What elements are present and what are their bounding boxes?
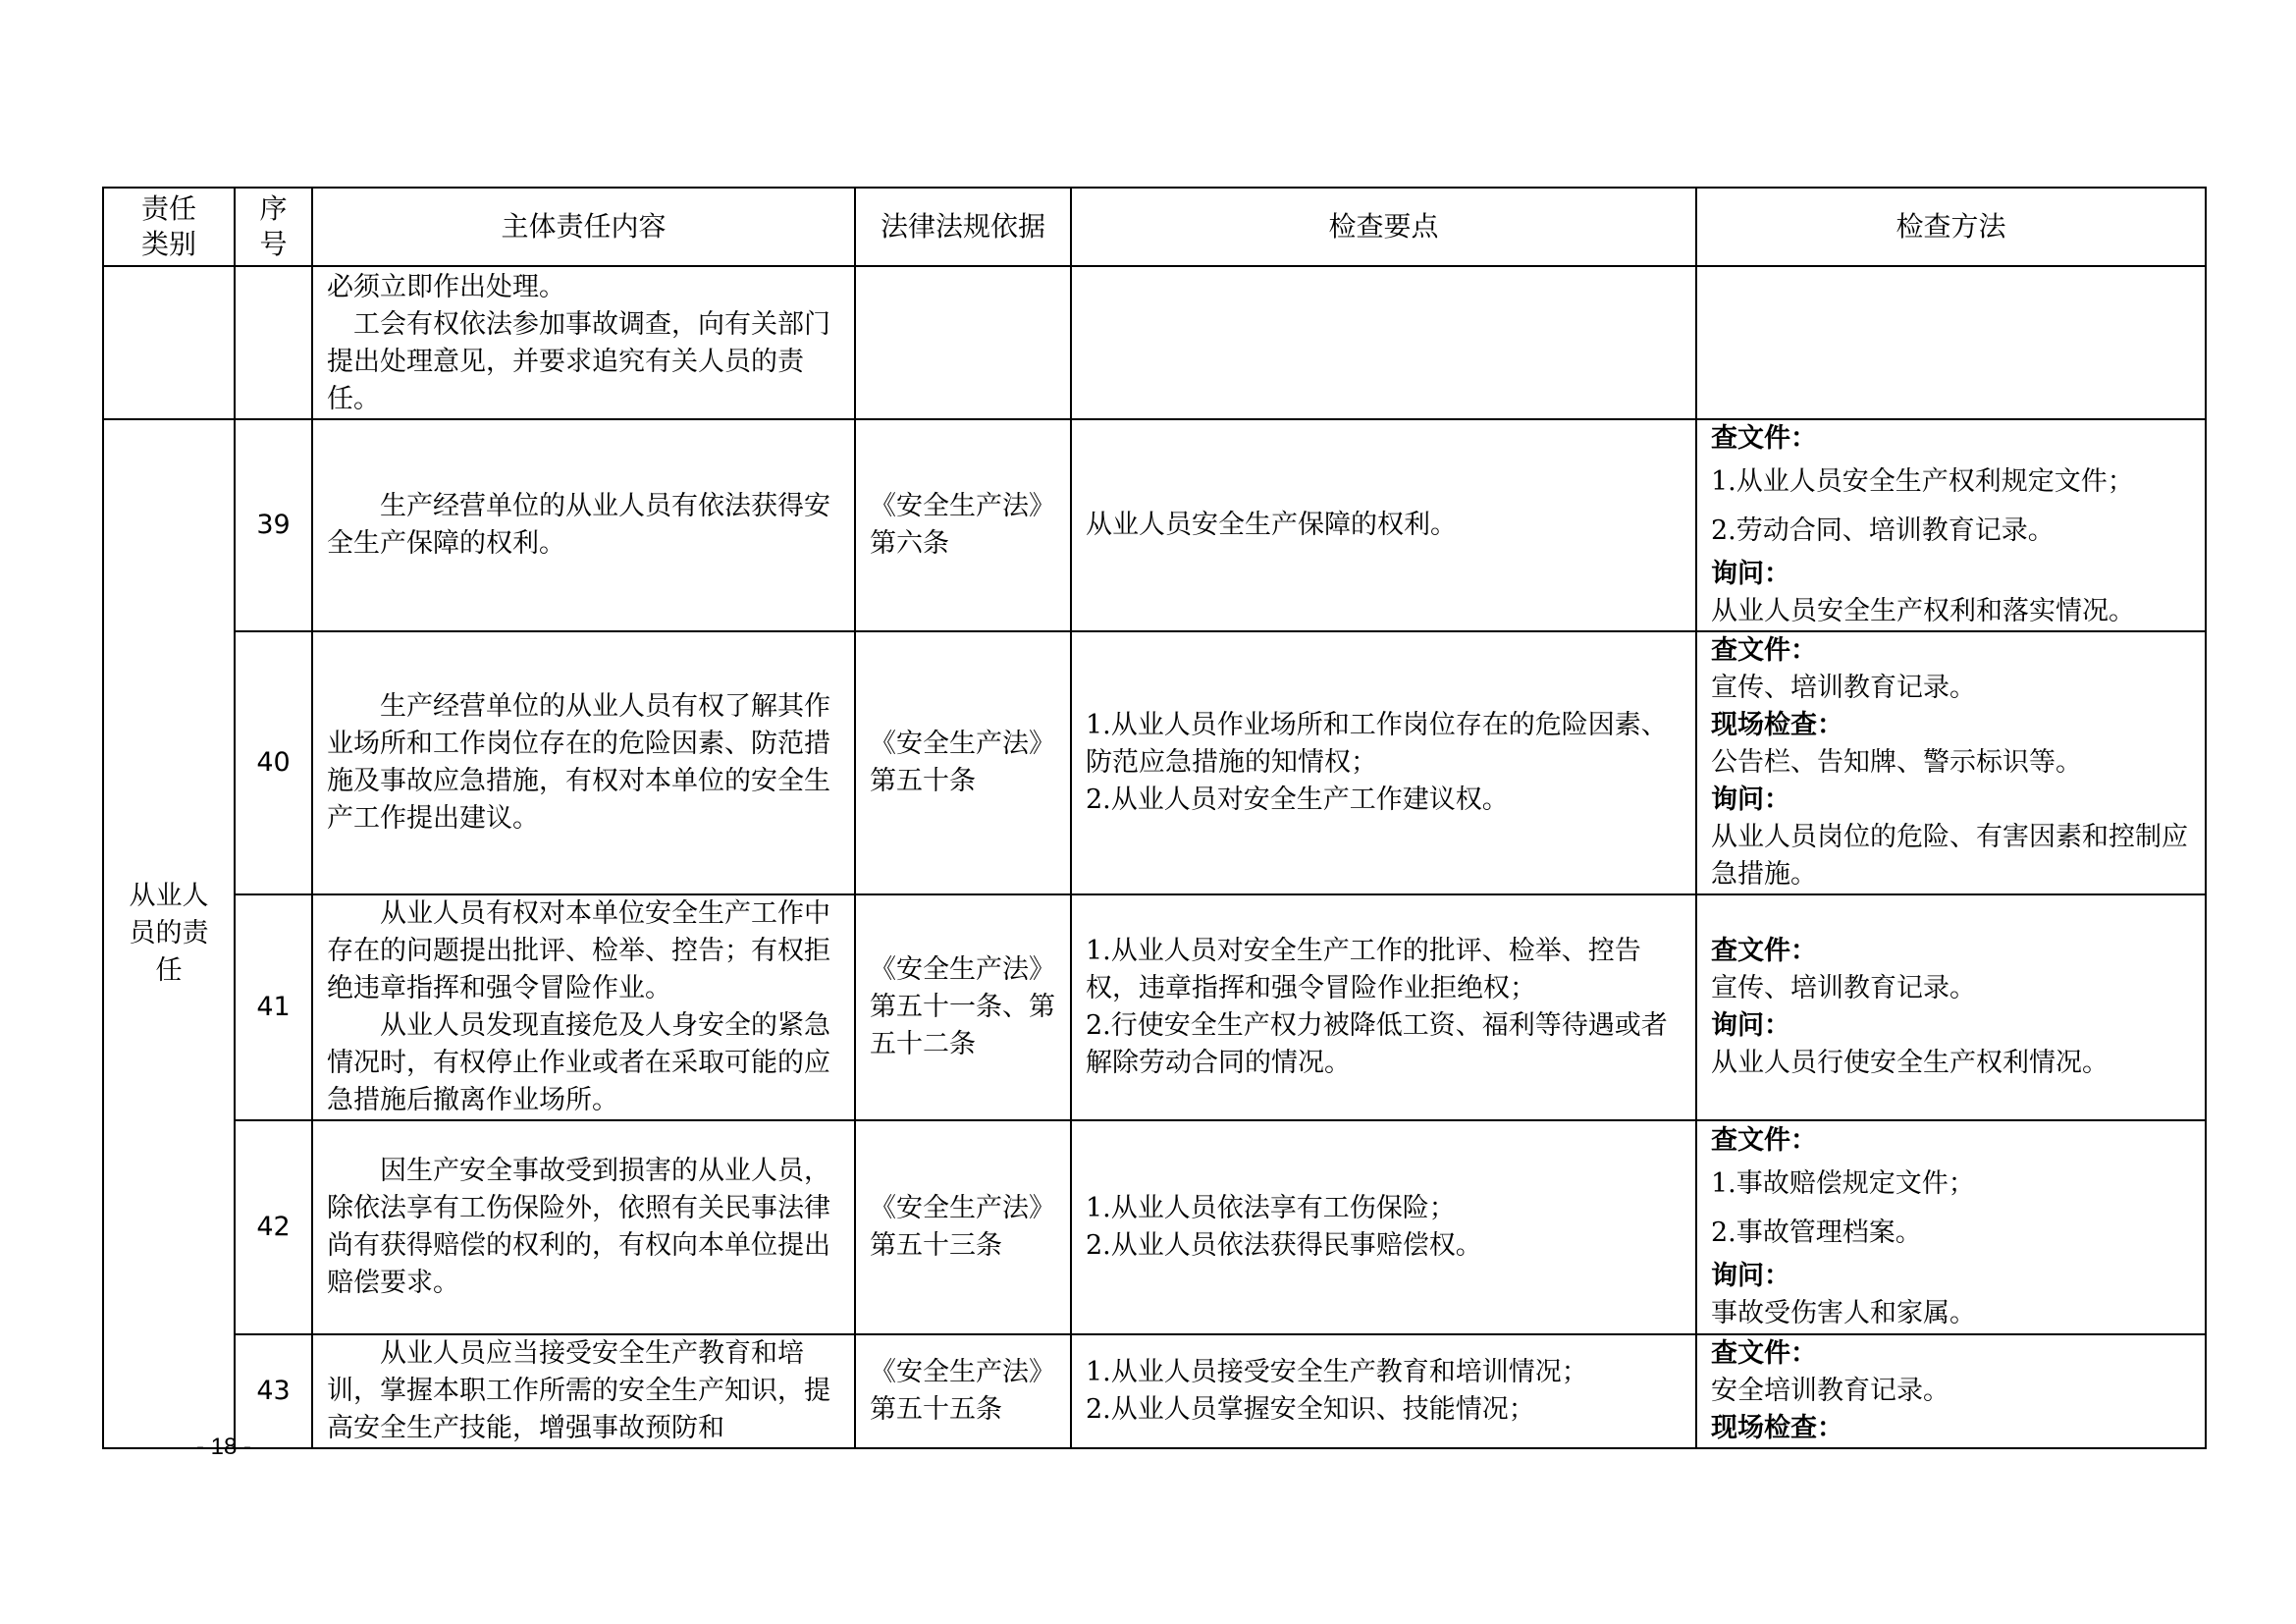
continuation-number xyxy=(235,266,312,419)
continuation-content: 必须立即作出处理。 工会有权依法参加事故调查，向有关部门提出处理意见，并要求追究有关人员的责任。 xyxy=(312,266,855,419)
continuation-method xyxy=(1696,266,2206,419)
table-row xyxy=(103,631,2206,894)
row-number: 43 xyxy=(235,1334,312,1448)
row-basis: 《安全生产法》 第五十五条 xyxy=(855,1334,1071,1448)
table-row xyxy=(103,1120,2206,1334)
header-method: 检查方法 xyxy=(1696,188,2206,266)
row-points: 从业人员安全生产保障的权利。 xyxy=(1071,419,1696,631)
continuation-basis xyxy=(855,266,1071,419)
header-basis: 法律法规依据 xyxy=(855,188,1071,266)
continuation-points xyxy=(1071,266,1696,419)
header-number: 序 号 xyxy=(235,188,312,266)
header-category: 责任 类别 xyxy=(103,188,235,266)
header-content: 主体责任内容 xyxy=(312,188,855,266)
header-points: 检查要点 xyxy=(1071,188,1696,266)
responsibility-table xyxy=(102,187,2207,1449)
row-number: 39 xyxy=(235,419,312,631)
continuation-category xyxy=(103,266,235,419)
row-content: 从业人员有权对本单位安全生产工作中存在的问题提出批评、检举、控告；有权拒绝违章指挥和强令冒险作业。 从业人员发现直接危及人身安全的紧急情况时，有权停止作业或者在采取可能的应急措施后撤离作业场所。 xyxy=(312,894,855,1120)
row-method: 查文件： 宣传、培训教育记录。 现场检查： 公告栏、告知牌、警示标识等。 询问： 从业人员岗位的危险、有害因素和控制应急措施。 xyxy=(1696,631,2206,894)
row-basis: 《安全生产法》 第五十一条、第 五十二条 xyxy=(855,894,1071,1120)
row-content: 因生产安全事故受到损害的从业人员，除依法享有工伤保险外，依照有关民事法律尚有获得赔偿的权利的，有权向本单位提出赔偿要求。 xyxy=(312,1120,855,1334)
row-basis: 《安全生产法》 第五十条 xyxy=(855,631,1071,894)
category-cell: 从业人 员的责 任 xyxy=(103,419,235,1448)
row-method: 查文件： 安全培训教育记录。 现场检查： xyxy=(1696,1334,2206,1448)
row-number: 40 xyxy=(235,631,312,894)
table-row xyxy=(103,1334,2206,1448)
row-basis: 《安全生产法》 第五十三条 xyxy=(855,1120,1071,1334)
row-number: 42 xyxy=(235,1120,312,1334)
row-method: 查文件： 1.事故赔偿规定文件； 2.事故管理档案。 询问： 事故受伤害人和家属。 xyxy=(1696,1120,2206,1334)
page-number: - 18 - xyxy=(196,1434,252,1460)
row-content: 生产经营单位的从业人员有依法获得安全生产保障的权利。 xyxy=(312,419,855,631)
row-content: 从业人员应当接受安全生产教育和培训，掌握本职工作所需的安全生产知识，提高安全生产技能，增强事故预防和 xyxy=(312,1334,855,1448)
row-content: 生产经营单位的从业人员有权了解其作业场所和工作岗位存在的危险因素、防范措施及事故应急措施，有权对本单位的安全生产工作提出建议。 xyxy=(312,631,855,894)
row-points: 1.从业人员依法享有工伤保险； 2.从业人员依法获得民事赔偿权。 xyxy=(1071,1120,1696,1334)
table-row xyxy=(103,419,2206,631)
row-number: 41 xyxy=(235,894,312,1120)
table-row xyxy=(103,894,2206,1120)
row-points: 1.从业人员作业场所和工作岗位存在的危险因素、防范应急措施的知情权； 2.从业人员对安全生产工作建议权。 xyxy=(1071,631,1696,894)
row-points: 1.从业人员对安全生产工作的批评、检举、控告权，违章指挥和强令冒险作业拒绝权； 2.行使安全生产权力被降低工资、福利等待遇或者解除劳动合同的情况。 xyxy=(1071,894,1696,1120)
header-row xyxy=(103,188,2206,266)
row-method: 查文件： 1.从业人员安全生产权利规定文件； 2.劳动合同、培训教育记录。 询问： 从业人员安全生产权利和落实情况。 xyxy=(1696,419,2206,631)
row-basis: 《安全生产法》 第六条 xyxy=(855,419,1071,631)
row-points: 1.从业人员接受安全生产教育和培训情况； 2.从业人员掌握安全知识、技能情况； xyxy=(1071,1334,1696,1448)
continuation-row xyxy=(103,266,2206,419)
row-method: 查文件： 宣传、培训教育记录。 询问： 从业人员行使安全生产权利情况。 xyxy=(1696,894,2206,1120)
